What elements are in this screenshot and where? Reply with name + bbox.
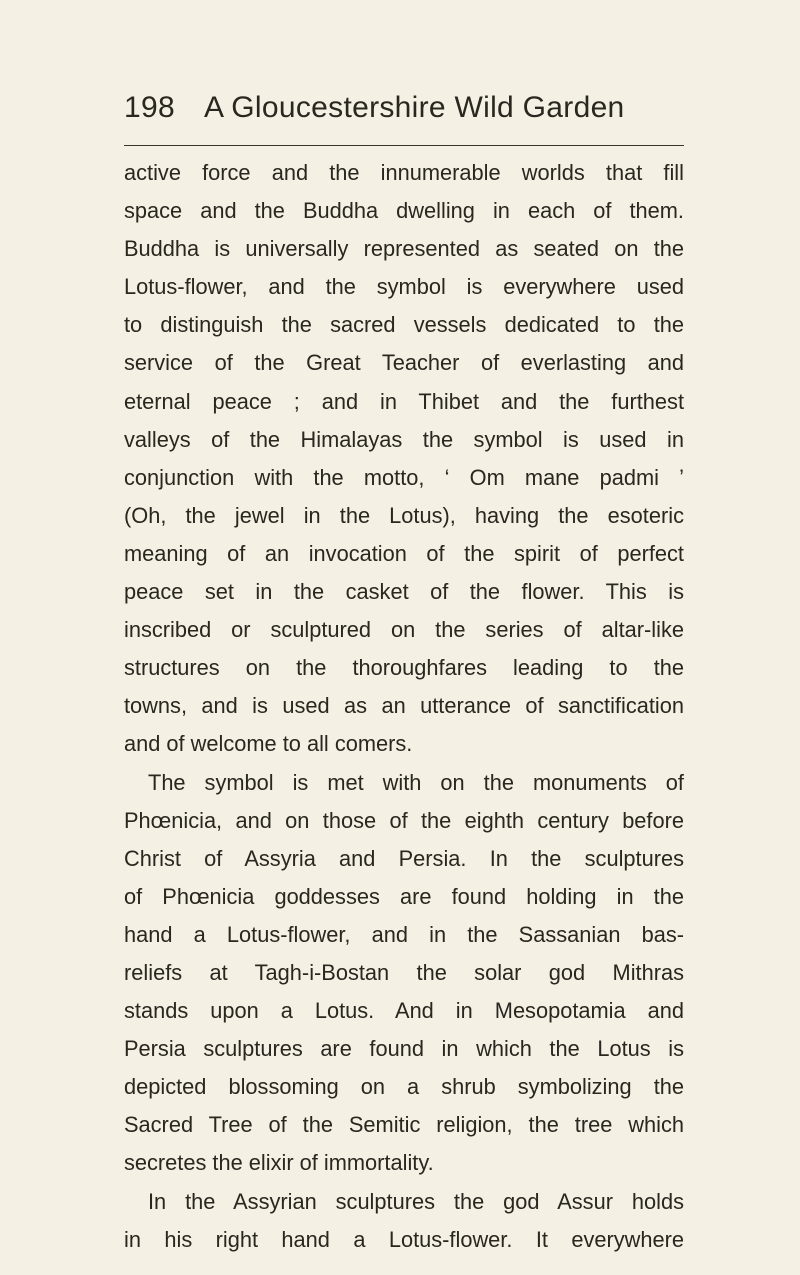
running-title: A Gloucestershire Wild Garden <box>204 91 625 124</box>
text-line: Buddha is universally represented as seated on the <box>124 236 684 262</box>
text-line: of Phœnicia goddesses are found holding in the <box>124 883 684 909</box>
body-text <box>124 154 684 1259</box>
text-line: secretes the elixir of immortality. <box>124 1150 434 1176</box>
text-line: hand a Lotus-flower, and in the Sassanian bas- <box>124 921 684 947</box>
text-line: (Oh, the jewel in the Lotus), having the esoteric <box>124 502 684 528</box>
text-line: eternal peace ; and in Thibet and the furthest <box>124 388 684 414</box>
text-line: to distinguish the sacred vessels dedicated to the <box>124 312 684 338</box>
text-line: Christ of Assyria and Persia. In the sculptures <box>124 845 684 871</box>
text-line: depicted blossoming on a shrub symbolizing the <box>124 1074 684 1100</box>
page-number: 198 <box>124 91 175 124</box>
text-line: towns, and is used as an utterance of sanctification <box>124 693 684 719</box>
text-line: Lotus-flower, and the symbol is everywhere used <box>124 274 684 300</box>
text-line: Sacred Tree of the Semitic religion, the tree which <box>124 1112 684 1138</box>
text-line: inscribed or sculptured on the series of altar-like <box>124 617 684 643</box>
text-line: meaning of an invocation of the spirit of perfect <box>124 540 684 566</box>
text-line: space and the Buddha dwelling in each of them. <box>124 198 684 224</box>
running-head <box>124 86 684 130</box>
text-line: reliefs at Tagh-i-Bostan the solar god Mithras <box>124 959 684 985</box>
text-line: stands upon a Lotus. And in Mesopotamia and <box>124 998 684 1024</box>
header-rule <box>124 145 684 146</box>
text-line: active force and the innumerable worlds that fill <box>124 160 684 185</box>
text-line: The symbol is met with on the monuments of <box>148 769 684 795</box>
text-line: conjunction with the motto, ‘ Om mane padmi ’ <box>124 464 684 490</box>
text-line: peace set in the casket of the flower. This is <box>124 579 684 605</box>
text-line: in his right hand a Lotus-flower. It everywhere <box>124 1226 684 1252</box>
text-line: In the Assyrian sculptures the god Assur holds <box>148 1188 684 1214</box>
text-line: service of the Great Teacher of everlasting and <box>124 350 684 376</box>
text-line: Persia sculptures are found in which the Lotus is <box>124 1036 684 1062</box>
text-line: Phœnicia, and on those of the eighth century before <box>124 807 684 833</box>
text-line: valleys of the Himalayas the symbol is used in <box>124 426 684 452</box>
text-line: and of welcome to all comers. <box>124 731 413 757</box>
text-line: structures on the thoroughfares leading to the <box>124 655 684 681</box>
